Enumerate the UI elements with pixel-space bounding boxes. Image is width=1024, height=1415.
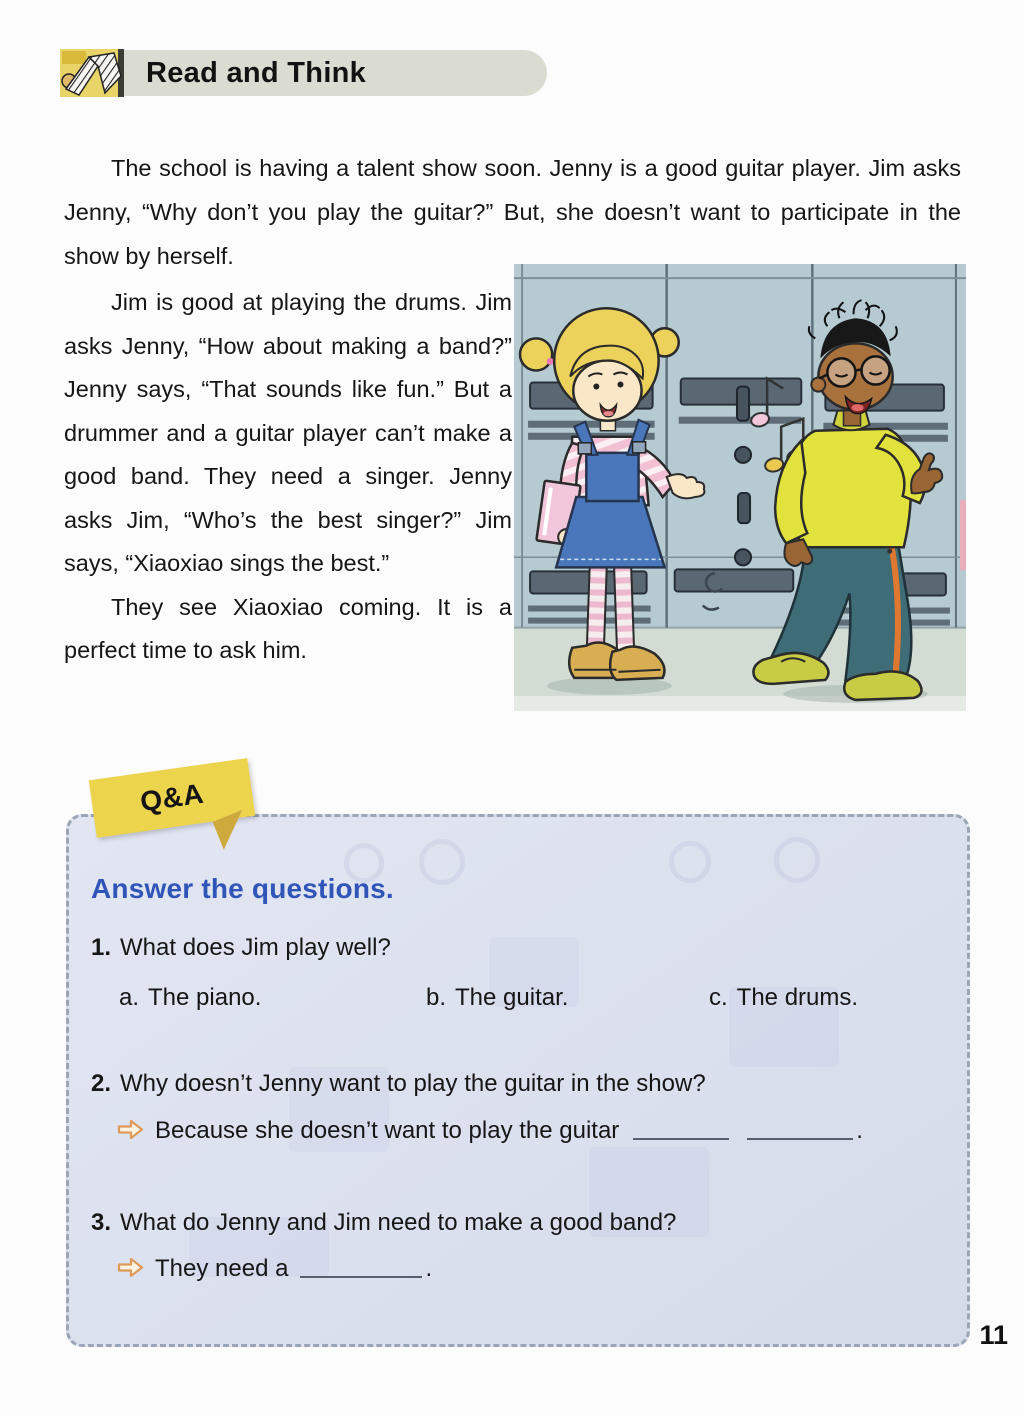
page-number: 11 xyxy=(979,1320,1008,1350)
question-text: Why doesn’t Jenny want to play the guitar in the show? xyxy=(120,1070,706,1098)
arrow-icon xyxy=(117,1119,144,1147)
qa-tab xyxy=(89,758,256,838)
question-3-answer xyxy=(117,1255,943,1283)
answer-prefix: They need a xyxy=(155,1255,289,1283)
option-b xyxy=(426,984,709,1012)
question-number: 3. xyxy=(91,1208,112,1236)
option-text: The piano. xyxy=(148,984,262,1012)
answer-blank xyxy=(300,1274,422,1278)
passage-column xyxy=(64,281,512,673)
option-letter: c. xyxy=(709,984,728,1012)
option-letter: b. xyxy=(426,984,447,1012)
answer-prefix: Because she doesn’t want to play the guitar xyxy=(155,1116,620,1144)
passage-paragraph: The school is having a talent show soon. Jenny is a good guitar player. Jim asks Jenny, “Why don’t you play the guitar?” But, she doesn’t want to participate in the show by herself. xyxy=(64,155,961,269)
answer-punctuation: . xyxy=(856,1116,863,1144)
question-2-answer xyxy=(117,1117,943,1145)
answer-blank xyxy=(633,1136,729,1140)
question-3 xyxy=(91,1207,943,1239)
section-header xyxy=(60,50,547,96)
question-1-options xyxy=(119,984,943,1012)
question-number: 2. xyxy=(91,1070,112,1098)
question-number: 1. xyxy=(91,934,112,961)
question-1 xyxy=(91,932,943,964)
question-2 xyxy=(91,1068,943,1100)
question-text: What do Jenny and Jim need to make a good band? xyxy=(120,1208,677,1236)
qa-heading: Answer the questions. xyxy=(91,873,394,904)
story-illustration xyxy=(514,264,966,711)
option-c xyxy=(709,984,858,1012)
passage-intro xyxy=(64,146,961,278)
option-text: The drums. xyxy=(736,984,859,1012)
question-text: What does Jim play well? xyxy=(120,934,391,961)
answer-punctuation: . xyxy=(425,1255,433,1283)
answer-blank xyxy=(747,1136,853,1140)
open-book-icon xyxy=(60,49,124,97)
option-a xyxy=(119,984,426,1012)
qa-tab-label: Q&A xyxy=(138,777,206,818)
passage-paragraph: They see Xiaoxiao coming. It is a perfect time to ask him. xyxy=(64,593,512,663)
section-title: Read and Think xyxy=(146,56,367,89)
arrow-icon xyxy=(117,1257,144,1285)
option-letter: a. xyxy=(119,984,140,1012)
option-text: The guitar. xyxy=(455,984,569,1012)
passage-paragraph: Jim is good at playing the drums. Jim asks Jenny, “How about making a band?” Jenny says, “That sounds like fun.” But a drummer and a guitar player can’t make a good band. They need a singer. Jenny asks Jim, “Who’s the best singer?” Jim says, “Xiaoxiao sings the best.” xyxy=(64,289,512,576)
qa-panel xyxy=(66,814,970,1347)
